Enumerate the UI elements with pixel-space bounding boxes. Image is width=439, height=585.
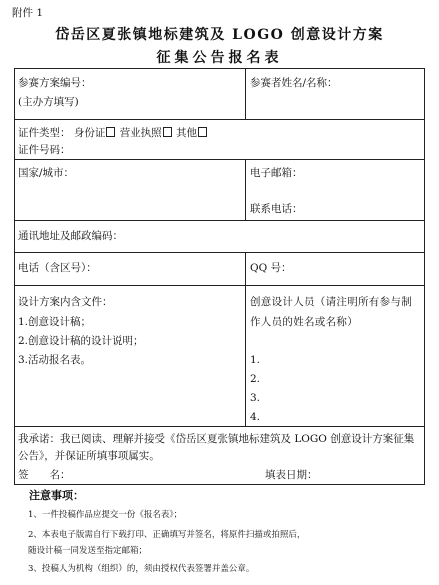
designers-note: 创意设计人员（请注明所有参与制作人员的姓名或名称） (250, 296, 412, 328)
phone-label: 电话（含区号）： (18, 262, 97, 274)
row-divider (15, 426, 424, 427)
designer-item: 3. (250, 392, 261, 404)
id-type-option-other: 其他 (176, 127, 198, 139)
date-label: 填表日期： (265, 469, 318, 481)
id-type-label: 证件类型： (18, 127, 71, 139)
scheme-no-note: (主办方填写) (18, 96, 79, 108)
doc-item: 1.创意设计稿； (18, 316, 92, 328)
entrant-name-label: 参赛者姓名/名称： (250, 77, 338, 89)
scheme-no-label: 参赛方案编号： (18, 77, 92, 89)
email-label: 电子邮箱： (250, 167, 303, 179)
note-item: 1、一件投稿作品应提交一份《报名表》； (28, 510, 183, 520)
id-type-option-id-card: 身份证 (73, 127, 106, 139)
note-item: 2、本表电子版需自行下载打印、正确填写并签名，将原件扫描或拍照后， (28, 530, 306, 540)
note-item: 3、投稿人为机构（组织）的，须由授权代表签署并盖公章。 (28, 564, 255, 574)
address-label: 通讯地址及邮政编码： (18, 230, 123, 242)
id-type-option-business-license: 营业执照 (119, 127, 162, 139)
designer-item: 1. (250, 354, 261, 366)
other-checkbox[interactable] (198, 127, 207, 137)
id-no-label: 证件号码： (18, 144, 71, 156)
designer-item: 2. (250, 373, 261, 385)
row-divider (15, 220, 424, 221)
column-divider (245, 69, 246, 119)
signature-label: 签 名： (18, 469, 71, 481)
row-divider (15, 285, 424, 286)
column-divider (245, 159, 246, 220)
note-item: 随设计稿一同发送至指定邮箱； (28, 546, 148, 556)
row-divider (15, 252, 424, 253)
pledge-statement: 我承诺：我已阅读、理解并接受《岱岳区夏张镇地标建筑及 LOGO 创意设计方案征集公告》，并保证所填事项属实。 (18, 433, 415, 462)
registration-form-table (14, 68, 425, 485)
doc-item: 2.创意设计稿的设计说明； (18, 335, 144, 347)
id-card-checkbox[interactable] (106, 127, 115, 137)
country-city-label: 国家/城市： (18, 167, 75, 179)
qq-label: QQ 号： (250, 262, 292, 274)
column-divider (245, 252, 246, 426)
designer-item: 4. (250, 411, 261, 423)
doc-item: 3.活动报名表。 (18, 354, 92, 366)
form-title-line1: 岱岳区夏张镇地标建筑及 LOGO 创意设计方案 (55, 27, 384, 43)
contact-phone-label: 联系电话： (250, 203, 303, 215)
notes-title: 注意事项： (29, 489, 84, 502)
business-license-checkbox[interactable] (163, 127, 172, 137)
row-divider (15, 119, 424, 120)
docs-label: 设计方案内含文件： (18, 296, 113, 308)
form-title-line2: 征集公告报名表 (156, 50, 283, 66)
annex-label: 附件 1 (12, 7, 44, 19)
row-divider (15, 159, 424, 160)
id-type-field (18, 125, 208, 142)
